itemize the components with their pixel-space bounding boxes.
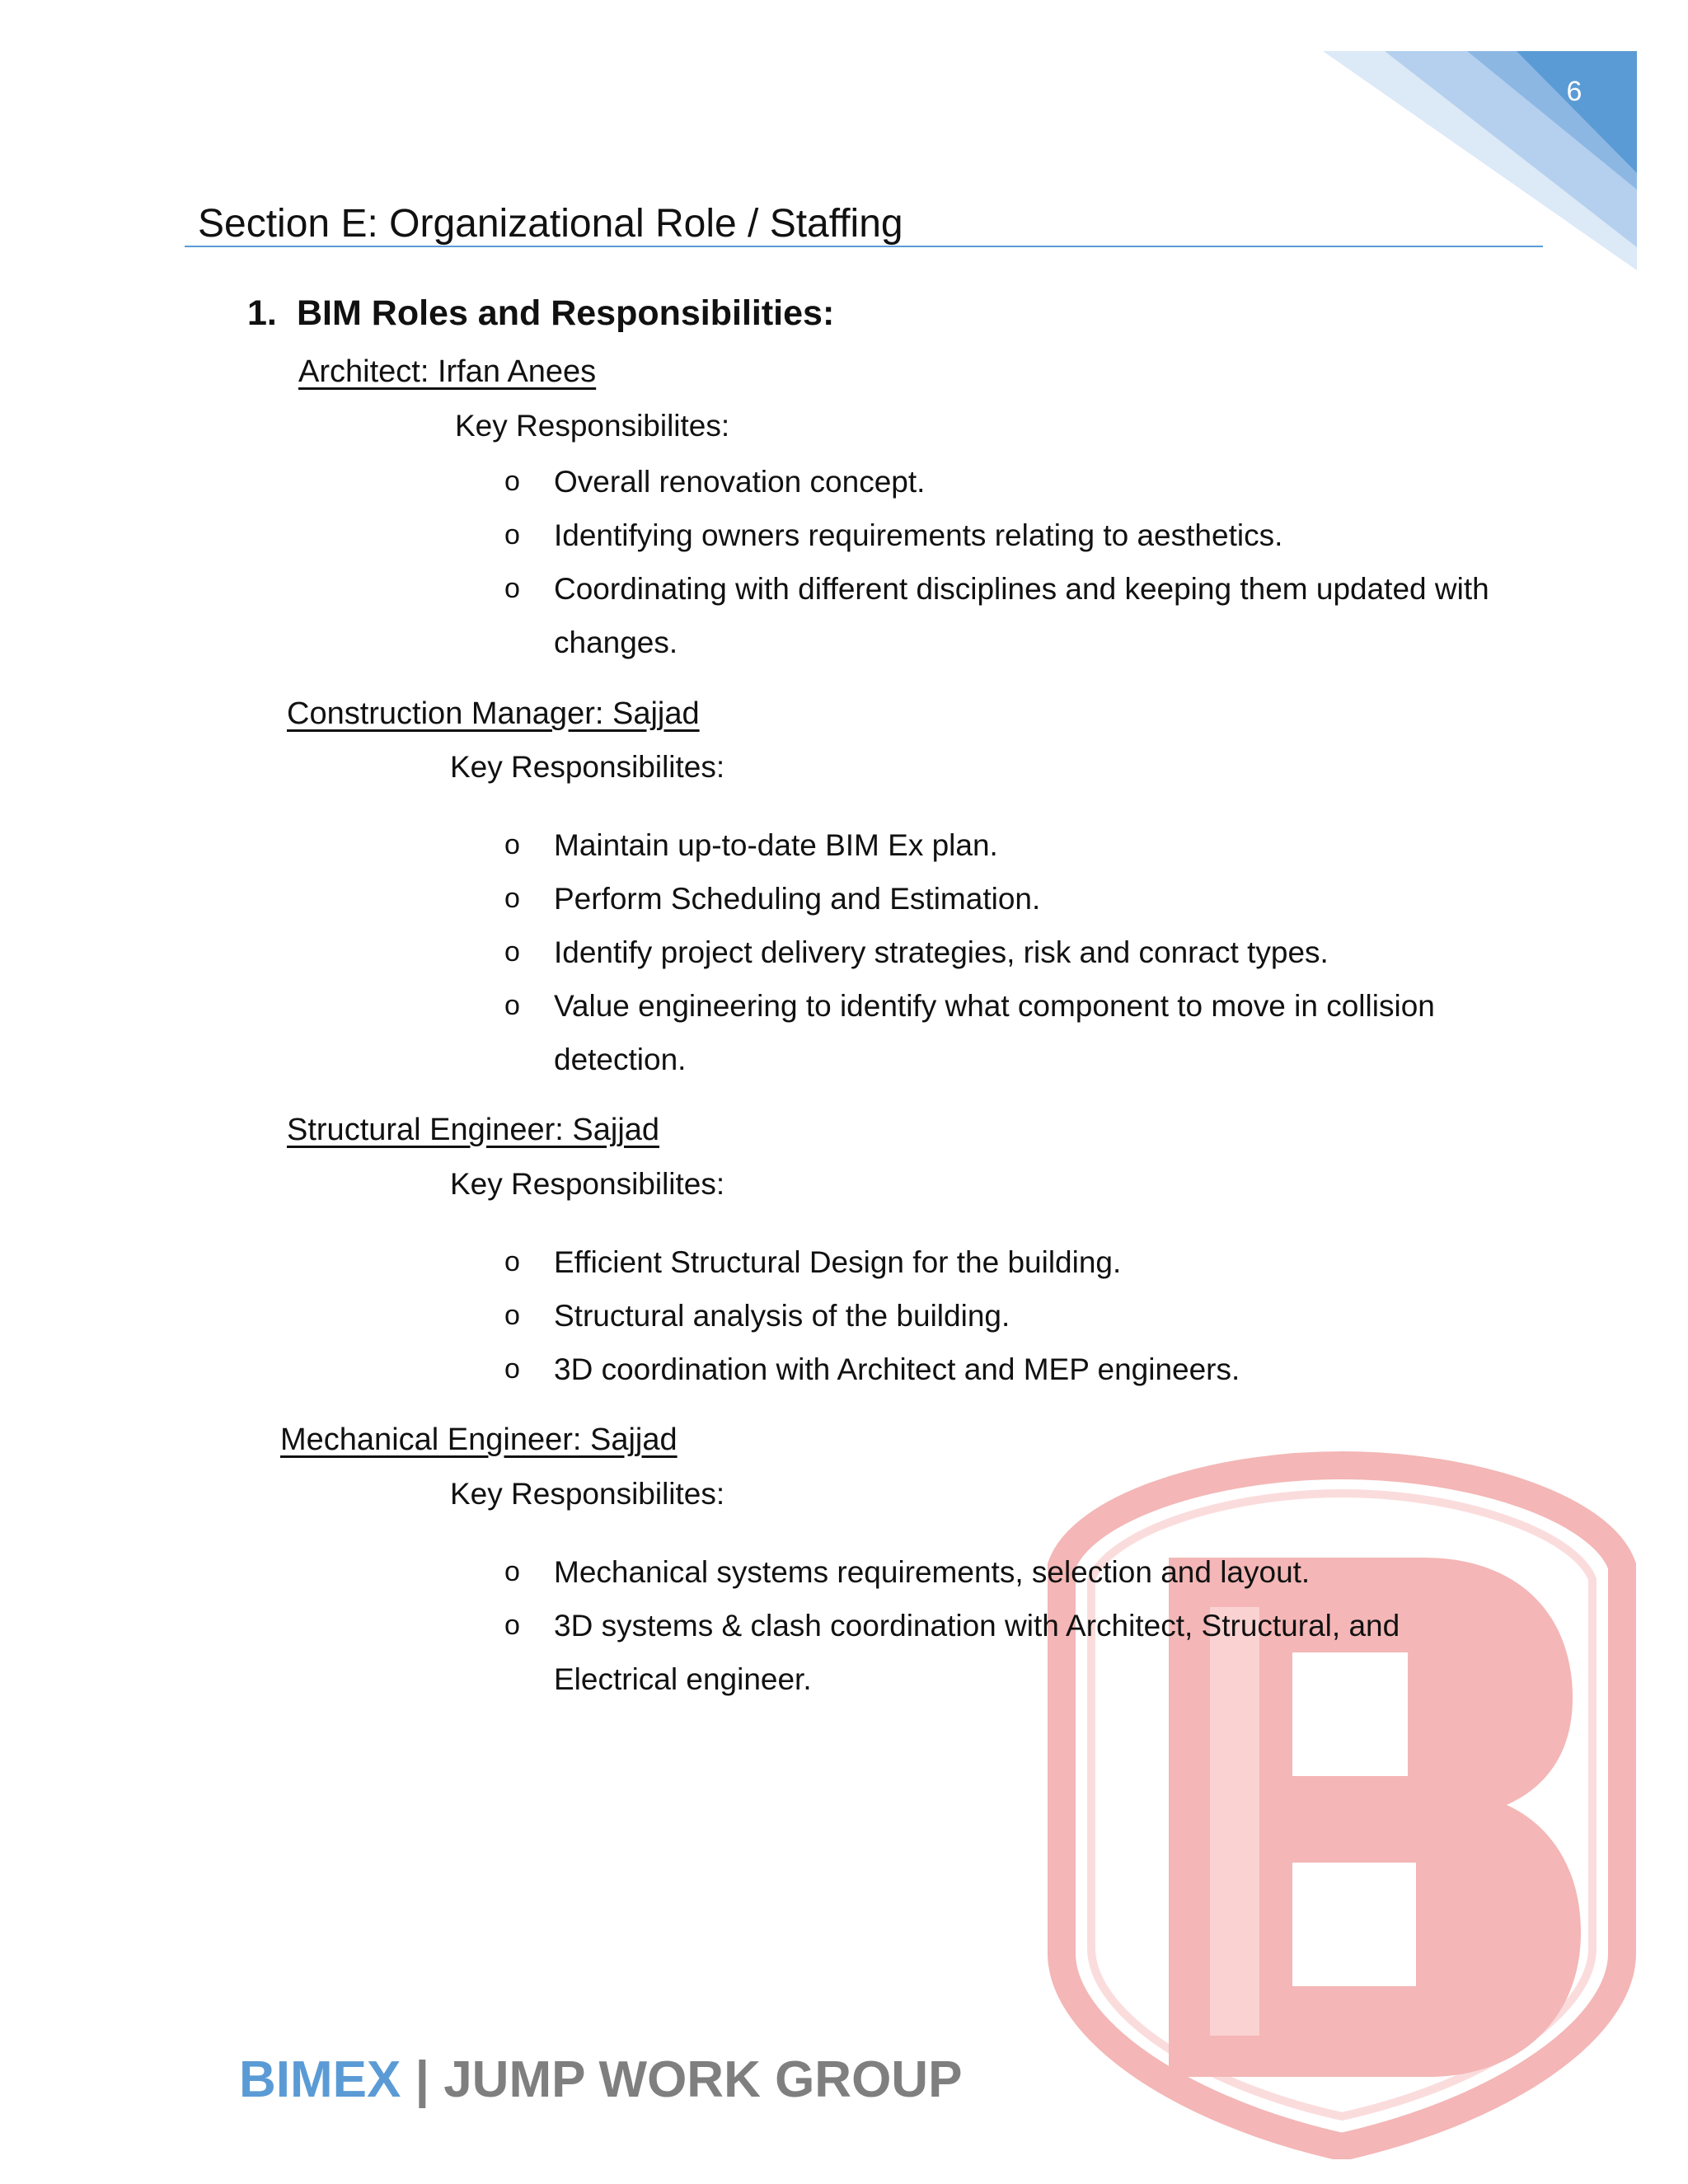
bullet-marker: o	[504, 990, 520, 1021]
footer-brand	[239, 2050, 962, 2109]
bullet-marker: o	[504, 573, 520, 604]
bullet-marker: o	[504, 936, 520, 968]
role-title: Construction Manager: Sajjad	[287, 696, 700, 731]
section-title: Section E: Organizational Role / Staffing	[198, 202, 903, 246]
bullet-marker: o	[504, 466, 520, 497]
footer-brand-name: BIMEX	[239, 2051, 401, 2108]
role-title: Structural Engineer: Sajjad	[287, 1113, 660, 1147]
footer-separator: |	[415, 2051, 429, 2108]
bullet-marker: o	[504, 1353, 520, 1385]
key-responsibilities-label: Key Responsibilites:	[450, 1477, 725, 1511]
bullet-marker: o	[504, 829, 520, 860]
key-responsibilities-label: Key Responsibilites:	[450, 1167, 725, 1201]
list-heading-text: BIM Roles and Responsibilities:	[297, 293, 835, 333]
role-title: Architect: Irfan Anees	[298, 354, 597, 389]
page-number: 6	[1566, 76, 1582, 107]
bullet-marker: o	[504, 1556, 520, 1587]
bullet-marker: o	[504, 1246, 520, 1277]
bullet-marker: o	[504, 1300, 520, 1331]
role-title: Mechanical Engineer: Sajjad	[280, 1422, 678, 1457]
bullet-marker: o	[504, 883, 520, 914]
list-heading	[247, 293, 834, 334]
bullet-marker: o	[504, 1610, 520, 1641]
key-responsibilities-label: Key Responsibilites:	[455, 409, 730, 443]
bullet-marker: o	[504, 519, 520, 551]
key-responsibilities-label: Key Responsibilites:	[450, 750, 725, 784]
list-heading-number: 1.	[247, 293, 277, 333]
footer-group-name: JUMP WORK GROUP	[443, 2051, 963, 2108]
section-divider	[185, 246, 1543, 247]
